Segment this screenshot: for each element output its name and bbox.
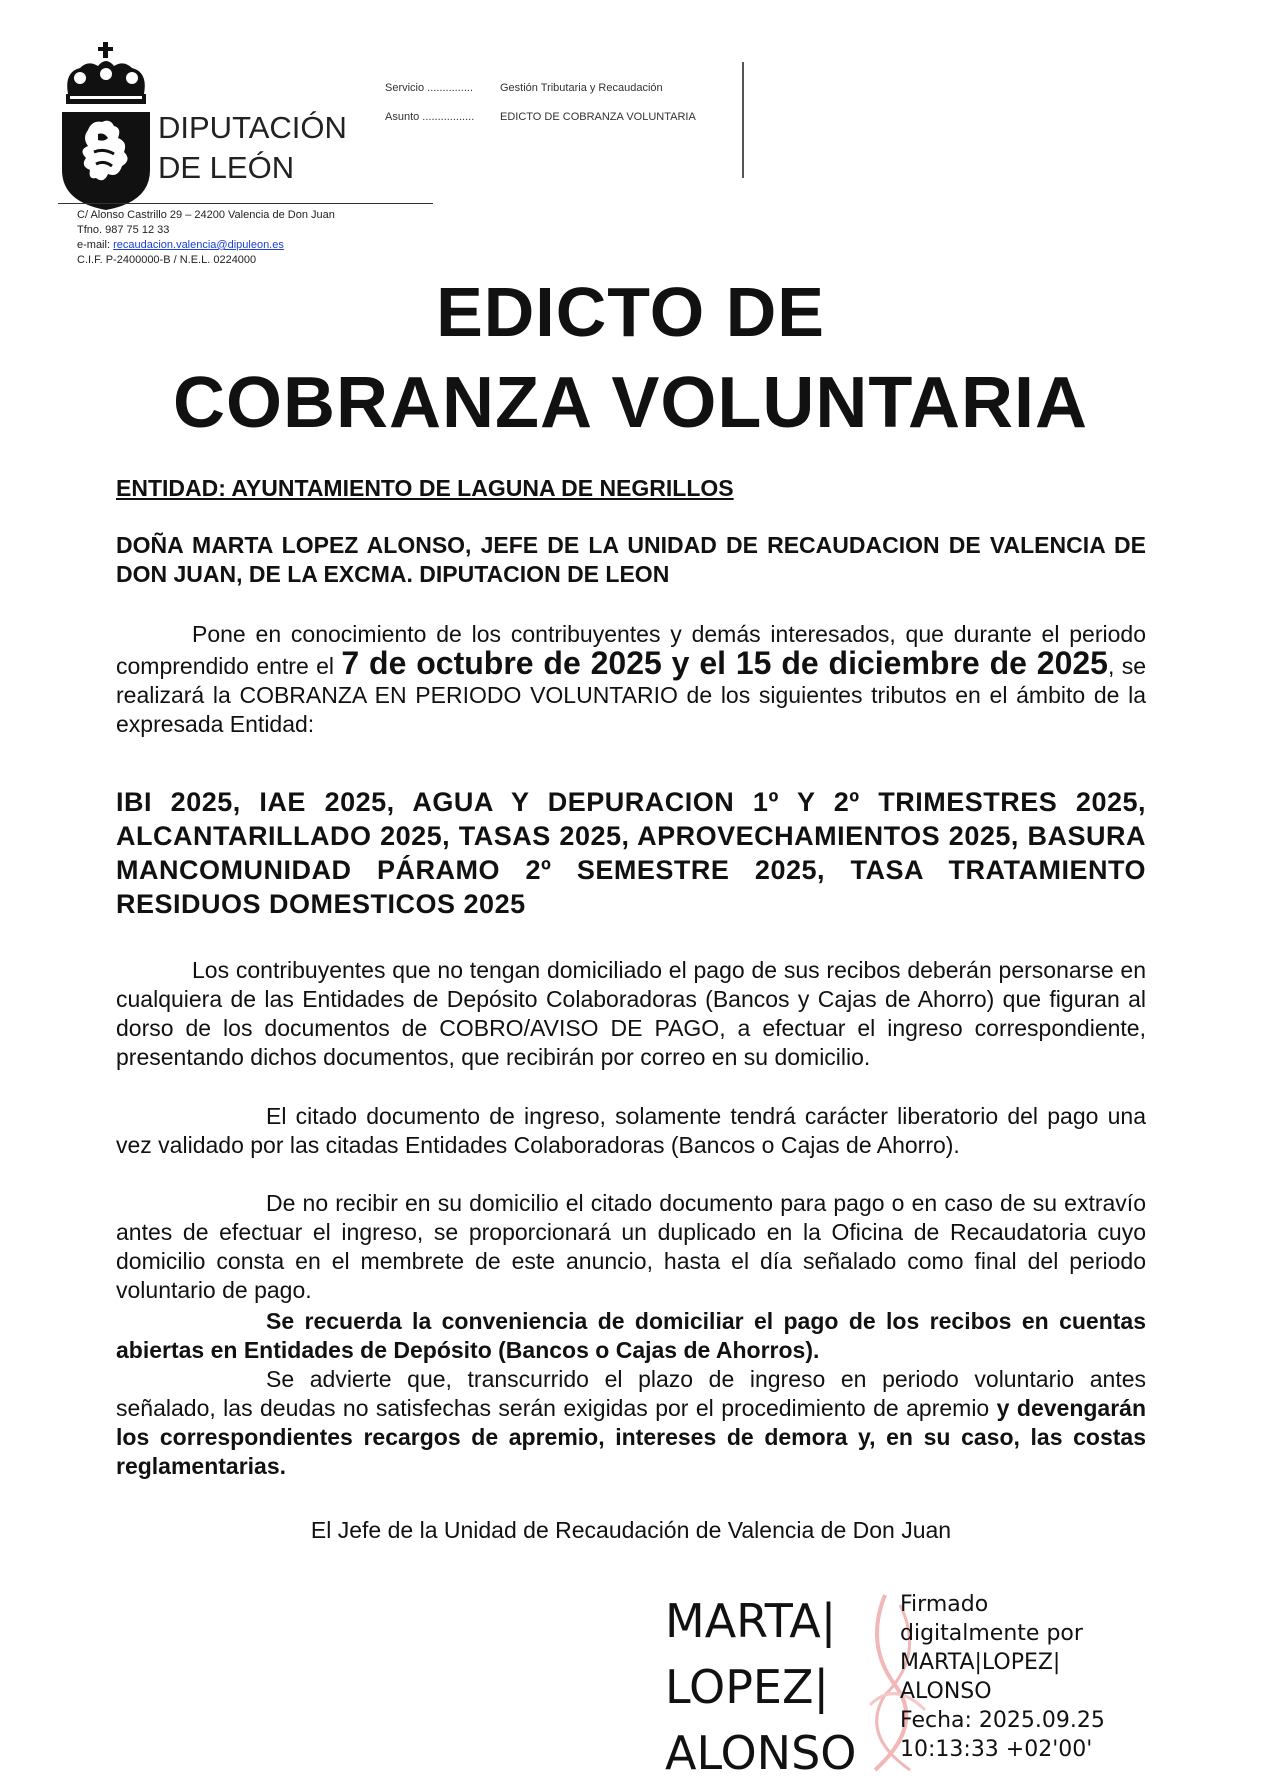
- announcement-text-a: Pone en conocimiento de los contribuyentes y demás interesados, que durante el periodo comprendido entre el: [116, 621, 1146, 679]
- liberatory-paragraph: [116, 1102, 1146, 1160]
- announcement-text-b: , se realizará la COBRANZA EN PERIODO VOLUNTARIO de los siguientes tributos en el ámbito de la expresada Entidad:: [116, 653, 1147, 737]
- closing-signatory-title: El Jefe de la Unidad de Recaudación de Valencia de Don Juan: [310, 1517, 952, 1543]
- header-vertical-divider: [742, 62, 744, 178]
- contact-cif: C.I.F. P-2400000-B / N.E.L. 0224000: [77, 254, 257, 266]
- direct-debit-text: Se recuerda la conveniencia de domiciliar el pago de los recibos en cuentas abiertas en Entidades de Depósito (Bancos o Cajas de Ahorros).: [116, 1308, 1146, 1363]
- official-statement: DOÑA MARTA LOPEZ ALONSO, JEFE DE LA UNIDAD DE RECAUDACION DE VALENCIA DE DON JUAN, DE LA EXCMA. DIPUTACION DE LEON: [116, 532, 1146, 587]
- signature-name-line3: ALONSO: [665, 1726, 857, 1780]
- payment-instructions-paragraph: [116, 956, 1146, 1072]
- contact-phone: Tfno. 987 75 12 33: [77, 224, 170, 236]
- contact-email-label: e-mail:: [77, 239, 111, 251]
- asunto-value: EDICTO DE COBRANZA VOLUNTARIA: [500, 111, 696, 123]
- signature-info-line2: digitalmente por: [900, 1621, 1083, 1646]
- direct-debit-reminder: [116, 1307, 1146, 1365]
- signature-time: 10:13:33 +02'00': [900, 1737, 1093, 1762]
- coat-of-arms-icon: [58, 42, 154, 212]
- signature-name: [665, 1588, 856, 1786]
- duplicate-text: De no recibir en su domicilio el citado documento para pago o en caso de su extravío antes de efectuar el ingreso, se proporcionará un duplicado en la Oficina de Recaudatoria cuyo domicilio consta en el membrete de este anuncio, hasta el día señalado como final del periodo voluntario de pago.: [116, 1190, 1146, 1303]
- contact-email-link[interactable]: recaudacion.valencia@dipuleon.es: [113, 239, 284, 251]
- entity-heading: ENTIDAD: AYUNTAMIENTO DE LAGUNA DE NEGRILLOS: [116, 475, 734, 501]
- org-name-line1: DIPUTACIÓN: [158, 110, 347, 145]
- tax-list: IBI 2025, IAE 2025, AGUA Y DEPURACION 1º Y 2º TRIMESTRES 2025, ALCANTARILLADO 2025, TASAS 2025, APROVECHAMIENTOS 2025, BASURA MANCOMUNIDAD PÁRAMO 2º SEMESTRE 2025, TASA TRATAMIENTO RESIDUOS DOMESTICOS 2025: [116, 787, 1146, 919]
- payment-instructions-text: Los contribuyentes que no tengan domiciliado el pago de sus recibos deberán personarse en cualquiera de las Entidades de Depósito Colaboradoras (Bancos y Cajas de Ahorro) que figuran al dorso de los documentos de COBRO/AVISO DE PAGO, a efectuar el ingreso correspondiente, presentando dichos documentos, que recibirán por correo en su domicilio.: [116, 957, 1146, 1070]
- signature-date: Fecha: 2025.09.25: [900, 1708, 1105, 1733]
- document-title-line1: EDICTO DE: [436, 273, 825, 351]
- signature-info: [900, 1590, 1105, 1764]
- announcement-paragraph: [116, 620, 1146, 739]
- warning-text-b: y devengarán los correspondientes recargos de apremio, intereses de demora y, en su caso, las costas reglamentarias.: [116, 1395, 1147, 1479]
- document-title-line2: COBRANZA VOLUNTARIA: [173, 363, 1088, 443]
- org-name-line2: DE LEÓN: [158, 150, 295, 185]
- collection-period-dates: 7 de octubre de 2025 y el 15 de diciembre de 2025: [341, 645, 1108, 681]
- liberatory-text: El citado documento de ingreso, solamente tendrá carácter liberatorio del pago una vez validado por las citadas Entidades Colaboradoras (Bancos o Cajas de Ahorro).: [116, 1103, 1146, 1158]
- header-horizontal-divider: [58, 203, 433, 204]
- duplicate-paragraph: [116, 1189, 1146, 1305]
- servicio-value: Gestión Tributaria y Recaudación: [500, 82, 663, 94]
- warning-paragraph: [116, 1365, 1146, 1481]
- signature-info-line4: ALONSO: [900, 1679, 992, 1704]
- signature-info-line1: Firmado: [900, 1592, 989, 1617]
- contact-email-row: [77, 238, 284, 252]
- asunto-label: Asunto .................: [385, 111, 475, 123]
- signature-name-line1: MARTA|: [665, 1594, 837, 1648]
- signature-name-line2: LOPEZ|: [665, 1660, 830, 1714]
- signature-info-line3: MARTA|LOPEZ|: [900, 1650, 1061, 1675]
- servicio-label: Servicio ...............: [385, 82, 474, 94]
- warning-text-a: Se advierte que, transcurrido el plazo de ingreso en periodo voluntario antes señalado, las deudas no satisfechas serán exigidas por el procedimiento de apremio: [116, 1366, 1146, 1421]
- contact-address: C/ Alonso Castrillo 29 – 24200 Valencia de Don Juan: [77, 209, 335, 221]
